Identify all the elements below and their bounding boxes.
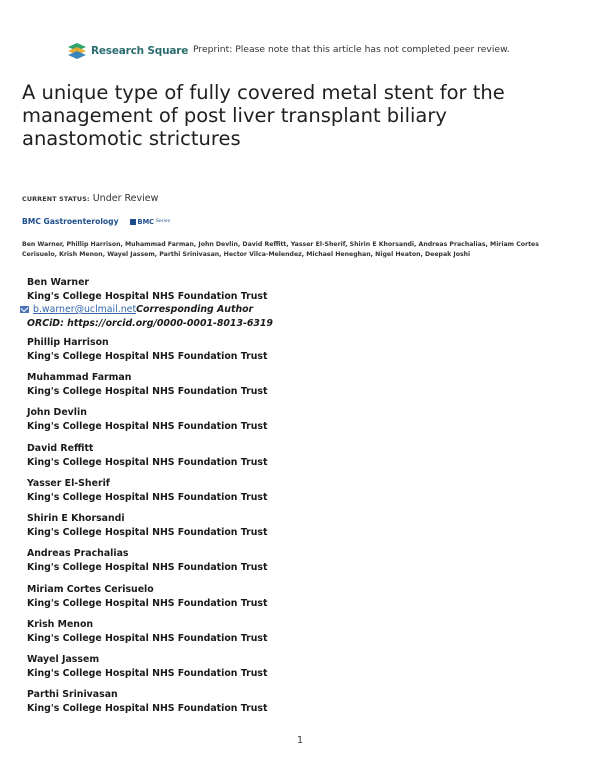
author-name: Ben Warner [27, 277, 90, 288]
author-block [27, 653, 267, 680]
author-block [27, 276, 273, 330]
author-name: Shirin E Khorsandi [27, 513, 125, 524]
research-square-logo[interactable] [66, 41, 188, 61]
author-name: Parthi Srinivasan [27, 689, 118, 700]
author-affiliation: King's College Hospital NHS Foundation Trust [27, 667, 268, 679]
corresponding-author-label: Corresponding Author [136, 304, 254, 315]
bmc-logo-subtext: Series [155, 219, 171, 224]
author-name: John Devlin [27, 407, 87, 418]
author-block [27, 688, 267, 715]
author-affiliation: King's College Hospital NHS Foundation Trust [27, 491, 268, 503]
author-block [27, 406, 267, 433]
author-affiliation: King's College Hospital NHS Foundation Trust [27, 385, 268, 397]
author-affiliation: King's College Hospital NHS Foundation Trust [27, 597, 268, 609]
logo-text: Research Square [91, 45, 189, 57]
author-affiliation: King's College Hospital NHS Foundation Trust [27, 456, 268, 468]
research-square-logo-icon [66, 41, 88, 61]
author-orcid: ORCiD: https://orcid.org/0000-0001-8013-6319 [27, 317, 273, 329]
author-block [27, 512, 267, 539]
author-email-link[interactable]: b.warner@uclmail.net [33, 304, 137, 315]
author-affiliation: King's College Hospital NHS Foundation Trust [27, 561, 268, 573]
author-affiliation: King's College Hospital NHS Foundation Trust [27, 702, 268, 714]
status-label: CURRENT STATUS: [22, 196, 90, 203]
author-name: Wayel Jassem [27, 654, 100, 665]
author-block [27, 336, 267, 363]
author-affiliation: King's College Hospital NHS Foundation Trust [27, 290, 268, 302]
email-row [20, 303, 273, 317]
author-name: Phillip Harrison [27, 337, 109, 348]
author-block [27, 477, 267, 504]
author-affiliation: King's College Hospital NHS Foundation Trust [27, 420, 268, 432]
preprint-note: Preprint: Please note that this article has not completed peer review. [193, 44, 510, 55]
author-block [27, 547, 267, 574]
journal-name: BMC Gastroenterology [22, 217, 119, 226]
author-name: David Reffitt [27, 443, 94, 454]
author-name: Krish Menon [27, 619, 94, 630]
author-affiliation: King's College Hospital NHS Foundation Trust [27, 526, 268, 538]
author-block [27, 618, 267, 645]
author-name: Andreas Prachalias [27, 548, 129, 559]
page-number: 1 [296, 735, 304, 746]
page-header [66, 40, 586, 62]
bmc-logo [130, 218, 171, 226]
author-name: Yasser El-Sherif [27, 478, 110, 489]
current-status [22, 193, 158, 204]
bmc-logo-text: BMC [137, 217, 154, 226]
author-list: Ben Warner, Phillip Harrison, Muhammad Farman, John Devlin, David Reffitt, Yasser El-Sherif, Shirin E Khorsandi, Andreas Prachalias, Miriam Cortes Cerisuelo, Krish Menon, Wayel Jassem, Parthi Srinivasan, Hector Vilca-Melendez, Michael Heneghan, Nigel Heaton, Deepak Joshi [22, 241, 539, 258]
email-icon [20, 306, 29, 313]
author-name: Miriam Cortes Cerisuelo [27, 584, 154, 595]
author-block [27, 371, 267, 398]
author-name: Muhammad Farman [27, 372, 132, 383]
author-block [27, 442, 267, 469]
author-affiliation: King's College Hospital NHS Foundation Trust [27, 350, 268, 362]
status-value: Under Review [92, 193, 159, 204]
article-title: A unique type of fully covered metal stent for the management of post liver transplant biliary anastomotic strictures [22, 81, 505, 150]
author-affiliation: King's College Hospital NHS Foundation Trust [27, 632, 268, 644]
bmc-logo-icon [130, 219, 136, 225]
author-block [27, 583, 267, 610]
journal-line [22, 217, 170, 226]
